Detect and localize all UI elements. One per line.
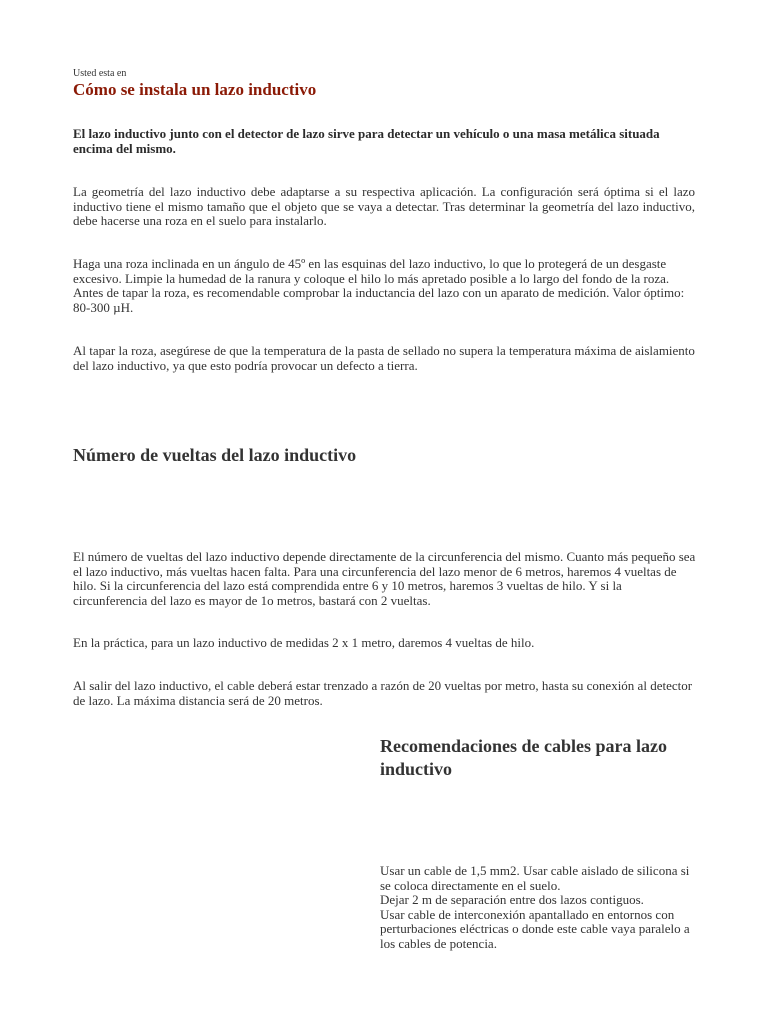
section-heading-cables: Recomendaciones de cables para lazo inductivo bbox=[380, 736, 667, 779]
cable-recommendations bbox=[380, 864, 700, 951]
recommendation-line: Usar un cable de 1,5 mm2. Usar cable aislado de silicona si se coloca directamente en el suelo. bbox=[380, 863, 690, 893]
paragraph-twisted-cable: Al salir del lazo inductivo, el cable deberá estar trenzado a razón de 20 vueltas por metro, hasta su conexión al detector de lazo. La máxima distancia será de 20 metros. bbox=[73, 678, 693, 708]
section-heading-turns: Número de vueltas del lazo inductivo bbox=[73, 445, 357, 465]
paragraph-geometry: La geometría del lazo inductivo debe adaptarse a su respectiva aplicación. La configuración será óptima si el lazo inductivo tiene el mismo tamaño que el objeto que se vaya a detectar. Tras determinar la geometría del lazo inductivo, debe hacerse una roza en el suelo para instalarlo. bbox=[73, 184, 695, 228]
paragraph-turns: El número de vueltas del lazo inductivo depende directamente de la circunferencia del mismo. Cuanto más pequeño sea el lazo inductivo, más vueltas hacen falta. Para una circunferencia del lazo menor de 6 metros, haremos 4 vueltas de hilo. Si la circunferencia del lazo está comprendida entre 6 y 10 metros, haremos 3 vueltas de hilo. Y si la circunferencia del lazo es mayor de 1o metros, bastará con 2 vueltas. bbox=[73, 549, 696, 608]
intro-paragraph: El lazo inductivo junto con el detector de lazo sirve para detectar un vehículo o una masa metálica situada encima del mismo. bbox=[73, 126, 660, 156]
paragraph-installation: Haga una roza inclinada en un ángulo de 45º en las esquinas del lazo inductivo, lo que lo protegerá de un desgaste excesivo. Limpie la humedad de la ranura y coloque el hilo lo más apretado posible a lo largo del fondo de la roza. Antes de tapar la roza, es recomendable comprobar la inductancia del lazo con un aparato de medición. Valor óptimo: 80-300 µH. bbox=[73, 256, 685, 315]
recommendation-line: Dejar 2 m de separación entre dos lazos contiguos. bbox=[380, 892, 644, 907]
page-title: Cómo se instala un lazo inductivo bbox=[73, 80, 317, 99]
recommendation-line: Usar cable de interconexión apantallado en entornos con perturbaciones eléctricas o donde este cable vaya paralelo a los cables de potencia. bbox=[380, 906, 690, 951]
breadcrumb: Usted esta en bbox=[73, 68, 127, 79]
paragraph-sealing: Al tapar la roza, asegúrese de que la temperatura de la pasta de sellado no supera la temperatura máxima de aislamiento del lazo inductivo, ya que esto podría provocar un defecto a tierra. bbox=[73, 343, 695, 373]
paragraph-practice: En la práctica, para un lazo inductivo de medidas 2 x 1 metro, daremos 4 vueltas de hilo. bbox=[73, 635, 535, 650]
